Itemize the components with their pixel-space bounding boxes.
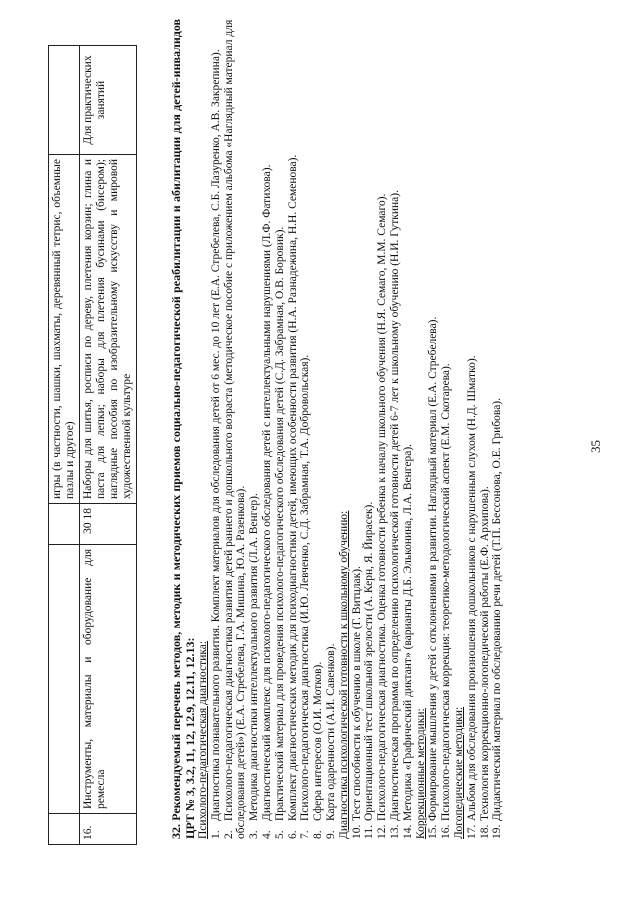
list-item: 16.Психолого-педагогическая коррекция: теоретико-методологический аспект (Е.М. Скотарева).	[440, 363, 453, 839]
category-block	[197, 19, 338, 839]
list-item: 9.Карта одаренности (А.И. Савенков).	[324, 643, 337, 839]
list-item: 3.Методика диагностики интеллектуального развития (Л.А. Венгер).	[248, 493, 261, 839]
list-item: 13.Диагностическая программа по определению психологической готовности детей 6-7 лет к школьному обучению (Н.И. Гуткина).	[388, 190, 401, 839]
list-item: 15.Формирование мышления у детей с отклонениями в развитии. Наглядный материал (Е.А. Стребелева).	[427, 316, 440, 839]
list-item: 7.Психолого-педагогическая диагностика (И.Ю. Левченко, С.Д. Забрамная, Т.А. Добровольская).	[299, 354, 312, 839]
list-item: 11.Ориентационный тест школьной зрелости (А. Керн, Я. Йирасек).	[363, 501, 376, 839]
list-item: 6.Комплект диагностических методик для психодиагностики детей, имеющих особенности развития (Н.А. Разнадежина, Н.Н. Семенова).	[286, 154, 299, 839]
table-cell-quantity: 30 18	[80, 504, 137, 545]
list-item: 2.Психолого-педагогическая диагностика развития детей раннего и дошкольного возраста (методическое пособие с приложением альбома «Наглядный материал для обследования детей») (Е.А. Стребелева, Г.А. Мишина, Ю.А. Разенкова).	[222, 19, 248, 839]
section-32	[170, 19, 504, 839]
table-cell-description: игры (в частности, шашки, шахматы, деревянный тетрис, объемные пазлы и другое)	[49, 155, 80, 504]
table-cell-purpose: Для практических занятий	[80, 46, 137, 155]
section-title: 32. Рекомендуемый перечень методов, методик и методических приемов социально-педагогической реабилитации и абилитации для детей-инвалидов ЦРТ № 3, 3.2, 11, 12, 12.9, 12.11, 12.13:	[169, 19, 197, 839]
table-cell-name: Инструменты, материалы и оборудование для ремесла	[80, 545, 137, 814]
list-item: 10.Тест способности к обучению в школе (Г. Витцлак).	[350, 566, 363, 839]
list-item: 18.Технология коррекционно-логопедической работы (Е.Ф. Архипова).	[478, 486, 491, 839]
category-heading: Психолого-педагогическая диагностика:	[197, 640, 209, 839]
page-number: 35	[588, 440, 603, 453]
category-heading: Логопедические методики:	[452, 706, 465, 839]
table-cell-number: 16.	[80, 814, 137, 845]
list-item: 1.Диагностика познавательного развития. Комплект материалов для обследования детей от 6 мес. до 10 лет (Е.А. Стребелева, С.Б. Лазуренко, А.В. Закрепина).	[209, 49, 222, 839]
category-heading: Диагностика психологической готовности к школьному обучению:	[337, 510, 350, 839]
list-item: 12.Психолого-педагогическая диагностика. Оценка готовности ребенка к началу школьного обучения (Н.Я. Семаго, М.М. Семаго).	[376, 193, 389, 839]
category-block	[415, 19, 453, 839]
list-item: 17.Альбом для обследования произношения дошкольников с нарушенным слухом (Н.Д. Шматко).	[465, 355, 478, 839]
table-cell-description: Наборы для шитья, росписи по дереву, плетения корзин; глина и паста для лепки; наборы для плетения бусинами (бисером); наглядные пособия по изобразительному искусству и мировой художественной культуре	[80, 155, 137, 504]
category-block	[338, 19, 415, 839]
category-heading: Коррекционные методики:	[414, 708, 427, 839]
category-block	[453, 19, 504, 839]
list-item: 5.Практический материал для проведения психолого-педагогического обследования детей (С.Д. Забрамная, О.В. Боровик).	[273, 226, 286, 839]
list-item: 14.Методика «Графический диктант» (варианты Д.Б. Эльконина, Л.А. Венгера).	[401, 443, 414, 839]
table-row	[80, 46, 137, 845]
resources-table	[48, 45, 137, 845]
list-item: 4.Диагностический комплекс для психолого-педагогического обследования детей с интеллектуальными нарушениями (Л.Ф. Фатихова).	[260, 164, 273, 839]
list-item: 8.Сфера интересов (О.И. Мотков).	[312, 661, 325, 839]
list-item: 19.Дидактический материал по обследованию речи детей (Т.П. Бессонова, О.Е. Грибова).	[491, 397, 504, 839]
table-row	[49, 46, 80, 845]
